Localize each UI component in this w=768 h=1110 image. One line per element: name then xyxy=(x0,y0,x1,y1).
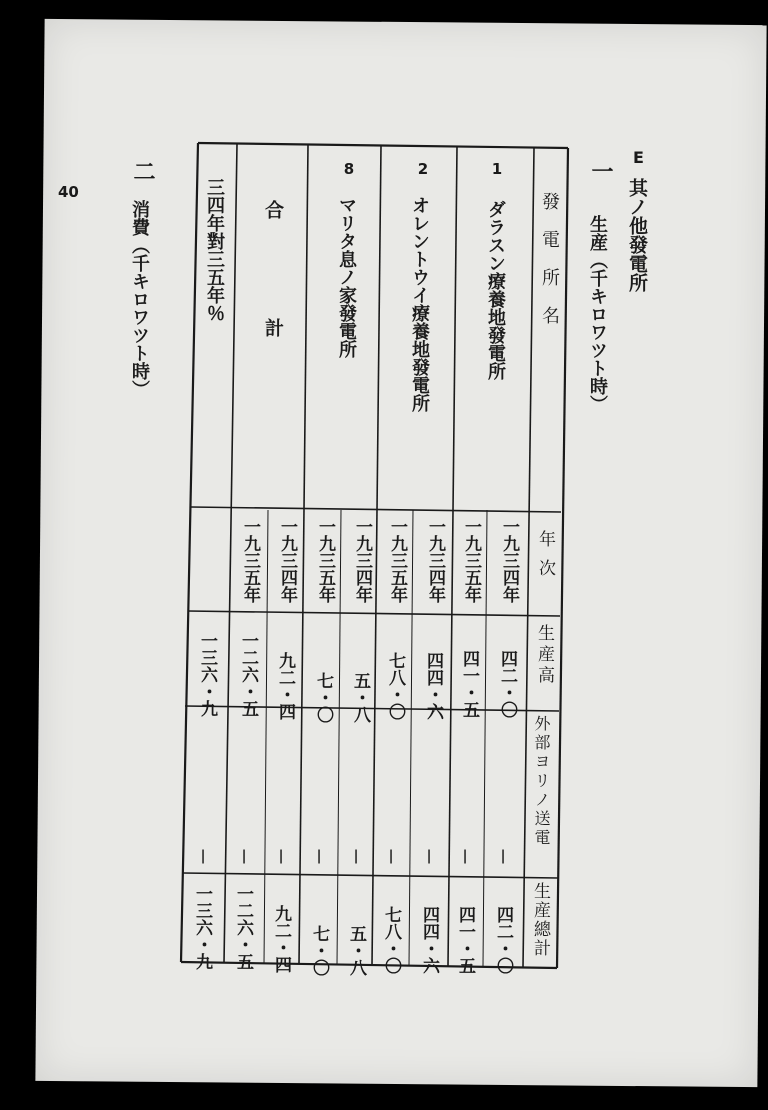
section-title: 其ノ他發電所 xyxy=(626,178,648,292)
year-cell: 一九三四年 xyxy=(425,518,445,603)
page-number: 40 xyxy=(58,183,79,201)
col-sep-station2 xyxy=(372,146,381,965)
production-cell: 七・〇 xyxy=(313,672,333,723)
production-cell: 七八・〇 xyxy=(385,652,405,720)
external-cell: | xyxy=(195,848,211,864)
col-sep-year-3 xyxy=(337,510,341,965)
col-sep-year-1 xyxy=(483,510,487,966)
external-cell: | xyxy=(495,848,511,864)
section-letter: E xyxy=(629,148,648,167)
row-sep-name xyxy=(191,507,561,512)
total-cell: 四一・五 xyxy=(455,906,475,974)
station-number: 8 xyxy=(340,160,358,178)
col-sep-sum xyxy=(224,144,237,963)
external-cell: | xyxy=(348,848,364,864)
production-cell: 四一・五 xyxy=(459,650,479,718)
ratio-label: 三四年對三五年％ xyxy=(204,178,225,322)
year-cell: 一九三四年 xyxy=(277,518,297,603)
station-number: 2 xyxy=(414,160,432,178)
production-cell: 一三六・九 xyxy=(197,632,217,717)
total-cell: 四二・〇 xyxy=(493,906,513,974)
production-cell: 四四・六 xyxy=(423,652,443,720)
total-cell: 四四・六 xyxy=(419,906,439,974)
header-production: 生産高 xyxy=(534,624,554,687)
header-station-name: 發電所名 xyxy=(539,192,560,344)
external-cell: | xyxy=(236,848,252,864)
total-cell: 七・〇 xyxy=(309,925,329,976)
total-cell: 九二・四 xyxy=(271,905,291,973)
external-cell: | xyxy=(273,848,289,864)
total-cell: 七八・〇 xyxy=(381,906,401,974)
production-cell: 五・八 xyxy=(350,672,370,723)
sub2-title: 消費（千キロワツト時） xyxy=(129,200,150,398)
year-cell: 一九三四年 xyxy=(352,518,372,603)
station-number: 1 xyxy=(488,160,506,178)
station-name: ダラスン療養地發電所 xyxy=(485,200,506,380)
col-sep-station1 xyxy=(448,147,457,966)
external-cell: | xyxy=(421,848,437,864)
table-top-border xyxy=(198,143,568,148)
sum-label: 合 計 xyxy=(262,200,284,377)
total-cell: 一二六・五 xyxy=(233,885,253,970)
external-cell: | xyxy=(383,848,399,864)
year-cell: 一九三五年 xyxy=(240,518,260,603)
sub2-number: 二 xyxy=(130,160,156,182)
table-left-border xyxy=(181,143,198,962)
col-sep-year-2 xyxy=(409,510,413,966)
col-sep-station3 xyxy=(299,145,308,964)
header-total: 生産總計 xyxy=(530,882,550,958)
production-cell: 九二・四 xyxy=(275,652,295,720)
station-name: マリタ息ノ家發電所 xyxy=(336,196,357,358)
external-cell: | xyxy=(457,848,473,864)
production-cell: 四二・〇 xyxy=(497,650,517,718)
year-cell: 一九三五年 xyxy=(315,518,335,603)
external-cell: | xyxy=(311,848,327,864)
row-sep-external xyxy=(183,873,558,878)
total-cell: 一三六・九 xyxy=(192,885,212,970)
sub1-title: 生産（千キロワツト時） xyxy=(587,215,608,413)
col-sep-year-4 xyxy=(264,510,268,964)
total-cell: 五・八 xyxy=(346,925,366,976)
header-year: 年次 xyxy=(535,530,555,588)
row-sep-year xyxy=(188,611,560,616)
station-name: オレントウイ療養地發電所 xyxy=(409,196,430,412)
production-cell: 一二六・五 xyxy=(238,632,258,717)
sub1-number: 一 xyxy=(588,160,614,182)
header-external: 外部ヨリノ送電 xyxy=(532,715,551,848)
year-cell: 一九三五年 xyxy=(387,518,407,603)
year-cell: 一九三五年 xyxy=(461,518,481,603)
year-cell: 一九三四年 xyxy=(499,518,519,603)
